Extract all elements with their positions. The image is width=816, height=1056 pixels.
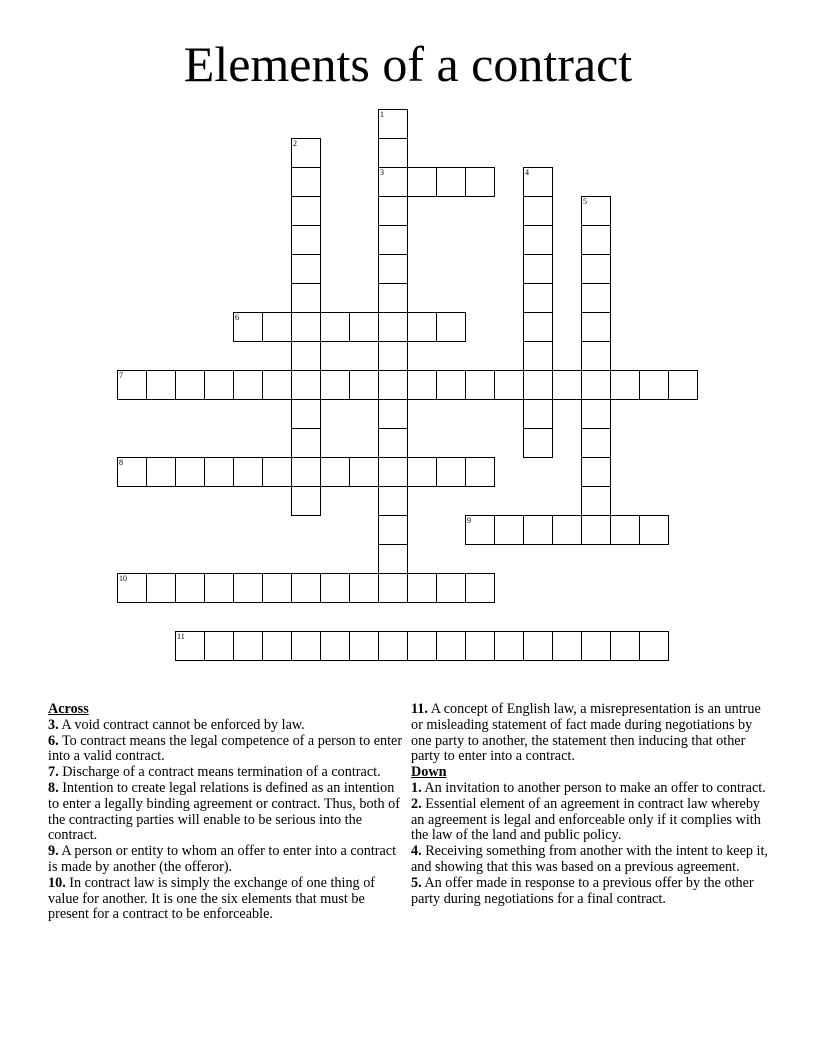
crossword-cell[interactable] [523, 428, 553, 458]
crossword-cell[interactable] [291, 428, 321, 458]
crossword-cell[interactable] [610, 631, 640, 661]
crossword-cell[interactable] [378, 138, 408, 168]
clue-number: 8. [48, 779, 59, 796]
crossword-cell[interactable] [233, 457, 263, 487]
cell-number: 10 [119, 574, 127, 583]
clue-text: In contract law is simply the exchange of one thing of value for another. It is one the six elements that must be present for a contract to be enforceable. [48, 874, 376, 923]
crossword-cell[interactable] [436, 573, 466, 603]
clue-text: Essential element of an agreement in contract law whereby an agreement is legal and enforceable only if it complies with the law of the land and public policy. [411, 795, 761, 844]
crossword-cell[interactable] [407, 167, 437, 197]
crossword-cell[interactable] [378, 573, 408, 603]
crossword-cell[interactable] [262, 631, 292, 661]
crossword-cell[interactable] [233, 573, 263, 603]
clue-across-7 [48, 765, 408, 781]
cell-number: 8 [119, 458, 123, 467]
clue-text: An invitation to another person to make an offer to contract. [424, 779, 766, 796]
clue-across-8 [48, 781, 408, 844]
clue-text: To contract means the legal competence of a person to enter into a valid contract. [48, 732, 403, 765]
crossword-cell[interactable] [175, 370, 205, 400]
crossword-cell[interactable] [204, 631, 234, 661]
crossword-cell[interactable] [291, 138, 321, 168]
clue-down-1 [411, 781, 773, 797]
crossword-cell[interactable] [233, 312, 263, 342]
clue-number: 5. [411, 874, 422, 891]
crossword-cell[interactable] [465, 370, 495, 400]
crossword-cell[interactable] [262, 312, 292, 342]
crossword-cell[interactable] [378, 515, 408, 545]
crossword-cell[interactable] [320, 457, 350, 487]
clue-number: 11. [411, 701, 428, 717]
crossword-cell[interactable] [407, 370, 437, 400]
crossword-cell[interactable] [378, 486, 408, 516]
crossword-cell[interactable] [523, 254, 553, 284]
crossword-cell[interactable] [581, 283, 611, 313]
cell-number: 1 [380, 110, 384, 119]
crossword-cell[interactable] [523, 196, 553, 226]
crossword-cell[interactable] [291, 196, 321, 226]
crossword-cell[interactable] [581, 196, 611, 226]
clue-number: 3. [48, 716, 59, 733]
crossword-cell[interactable] [175, 631, 205, 661]
clue-down-4 [411, 844, 773, 876]
clue-across-6 [48, 734, 408, 766]
crossword-cell[interactable] [465, 573, 495, 603]
crossword-cell[interactable] [581, 370, 611, 400]
crossword-cell[interactable] [378, 283, 408, 313]
crossword-cell[interactable] [668, 370, 698, 400]
crossword-cell[interactable] [291, 399, 321, 429]
crossword-cell[interactable] [523, 167, 553, 197]
clue-across-10 [48, 876, 408, 923]
clue-text: A person or entity to whom an offer to enter into a contract is made by another (the offeror). [48, 843, 397, 875]
crossword-cell[interactable] [349, 312, 379, 342]
crossword-cell[interactable] [378, 631, 408, 661]
crossword-cell[interactable] [320, 573, 350, 603]
crossword-cell[interactable] [204, 457, 234, 487]
crossword-cell[interactable] [175, 573, 205, 603]
crossword-cell[interactable] [146, 457, 176, 487]
crossword-cell[interactable] [349, 573, 379, 603]
cell-number: 5 [583, 197, 587, 206]
crossword-cell[interactable] [523, 631, 553, 661]
crossword-cell[interactable] [581, 341, 611, 371]
cell-number: 3 [380, 168, 384, 177]
crossword-cell[interactable] [291, 283, 321, 313]
clue-across-3 [48, 718, 408, 734]
crossword-cell[interactable] [291, 486, 321, 516]
clue-number: 1. [411, 779, 422, 796]
crossword-cell[interactable] [436, 167, 466, 197]
crossword-cell[interactable] [436, 457, 466, 487]
cell-number: 11 [177, 632, 185, 641]
cell-number: 4 [525, 168, 529, 177]
crossword-cell[interactable] [465, 167, 495, 197]
crossword-cell[interactable] [581, 428, 611, 458]
clue-down-2 [411, 797, 773, 844]
crossword-cell[interactable] [523, 225, 553, 255]
crossword-cell[interactable] [146, 573, 176, 603]
crossword-cell[interactable] [378, 167, 408, 197]
crossword-cell[interactable] [465, 515, 495, 545]
crossword-cell[interactable] [378, 457, 408, 487]
crossword-cell[interactable] [552, 631, 582, 661]
crossword-cell[interactable] [349, 457, 379, 487]
crossword-cell[interactable] [378, 254, 408, 284]
crossword-cell[interactable] [552, 370, 582, 400]
crossword-cell[interactable] [320, 631, 350, 661]
clue-number: 9. [48, 843, 59, 860]
crossword-cell[interactable] [204, 370, 234, 400]
crossword-cell[interactable] [378, 225, 408, 255]
crossword-cell[interactable] [146, 370, 176, 400]
crossword-cell[interactable] [407, 631, 437, 661]
crossword-cell[interactable] [523, 312, 553, 342]
crossword-cell[interactable] [117, 370, 147, 400]
clue-number: 6. [48, 732, 59, 749]
clues-left-column [48, 702, 408, 923]
crossword-cell[interactable] [378, 109, 408, 139]
crossword-cell[interactable] [291, 225, 321, 255]
crossword-cell[interactable] [407, 573, 437, 603]
cell-number: 7 [119, 371, 123, 380]
crossword-cell[interactable] [378, 370, 408, 400]
clue-across-11 [411, 702, 773, 765]
crossword-cell[interactable] [523, 341, 553, 371]
crossword-cell[interactable] [291, 457, 321, 487]
crossword-cell[interactable] [465, 457, 495, 487]
crossword-cell[interactable] [378, 196, 408, 226]
crossword-cell[interactable] [378, 428, 408, 458]
crossword-cell[interactable] [436, 312, 466, 342]
crossword-cell[interactable] [291, 312, 321, 342]
crossword-cell[interactable] [117, 457, 147, 487]
clue-text: A void contract cannot be enforced by law. [61, 716, 305, 733]
crossword-cell[interactable] [494, 370, 524, 400]
crossword-cell[interactable] [233, 370, 263, 400]
crossword-cell[interactable] [494, 515, 524, 545]
crossword-cell[interactable] [523, 370, 553, 400]
crossword-cell[interactable] [291, 341, 321, 371]
crossword-cell[interactable] [378, 312, 408, 342]
crossword-cell[interactable] [581, 631, 611, 661]
crossword-cell[interactable] [320, 370, 350, 400]
crossword-cell[interactable] [523, 283, 553, 313]
crossword-cell[interactable] [581, 486, 611, 516]
clue-number: 2. [411, 795, 422, 812]
crossword-cell[interactable] [291, 254, 321, 284]
crossword-cell[interactable] [523, 399, 553, 429]
crossword-cell[interactable] [610, 515, 640, 545]
cell-number: 2 [293, 139, 297, 148]
clue-down-5 [411, 876, 773, 908]
clue-text: Discharge of a contract means termination of a contract. [62, 764, 381, 781]
cell-number: 6 [235, 313, 239, 322]
crossword-cell[interactable] [436, 370, 466, 400]
clue-text: A concept of English law, a misrepresentation is an untrue or misleading statement of fact made during negotiations by one party to another, the statement then inducing that other party to enter into a contract. [411, 701, 761, 765]
crossword-cell[interactable] [581, 515, 611, 545]
crossword-cell[interactable] [581, 254, 611, 284]
across-heading: Across [48, 701, 89, 717]
clue-text: Receiving something from another with the intent to keep it, and showing that this was based on a previous agreement. [411, 843, 768, 875]
crossword-cell[interactable] [407, 457, 437, 487]
crossword-cell[interactable] [494, 631, 524, 661]
clue-text: Intention to create legal relations is defined as an intention to enter a legally binding agreement or contract. Thus, both of the contracting parties will enable to be serious into the contract. [48, 779, 400, 844]
page-title: Elements of a contract [183, 36, 633, 92]
crossword-cell[interactable] [407, 312, 437, 342]
crossword-cell[interactable] [262, 370, 292, 400]
crossword-cell[interactable] [378, 544, 408, 574]
clue-number: 4. [411, 843, 422, 860]
clue-text: An offer made in response to a previous offer by the other party during negotiations for a final contract. [411, 874, 754, 907]
clue-number: 10. [48, 874, 66, 891]
crossword-cell[interactable] [581, 457, 611, 487]
clue-number: 7. [48, 764, 59, 781]
crossword-cell[interactable] [291, 167, 321, 197]
crossword-cell[interactable] [320, 312, 350, 342]
crossword-cell[interactable] [610, 370, 640, 400]
crossword-cell[interactable] [552, 515, 582, 545]
clues-right-column [411, 702, 773, 907]
crossword-cell[interactable] [465, 631, 495, 661]
crossword-cell[interactable] [378, 399, 408, 429]
clue-across-9 [48, 844, 408, 876]
down-heading: Down [411, 764, 447, 781]
crossword-cell[interactable] [349, 370, 379, 400]
crossword-cell[interactable] [262, 457, 292, 487]
crossword-cell[interactable] [378, 341, 408, 371]
crossword-cell[interactable] [639, 631, 669, 661]
crossword-cell[interactable] [262, 573, 292, 603]
crossword-cell[interactable] [349, 631, 379, 661]
crossword-cell[interactable] [175, 457, 205, 487]
crossword-cell[interactable] [581, 225, 611, 255]
crossword-cell[interactable] [639, 370, 669, 400]
crossword-cell[interactable] [233, 631, 263, 661]
crossword-cell[interactable] [291, 573, 321, 603]
crossword-cell[interactable] [291, 370, 321, 400]
cell-number: 9 [467, 516, 471, 525]
crossword-cell[interactable] [436, 631, 466, 661]
crossword-cell[interactable] [581, 399, 611, 429]
crossword-cell[interactable] [291, 631, 321, 661]
crossword-cell[interactable] [117, 573, 147, 603]
crossword-cell[interactable] [204, 573, 234, 603]
crossword-cell[interactable] [581, 312, 611, 342]
crossword-cell[interactable] [639, 515, 669, 545]
crossword-cell[interactable] [523, 515, 553, 545]
